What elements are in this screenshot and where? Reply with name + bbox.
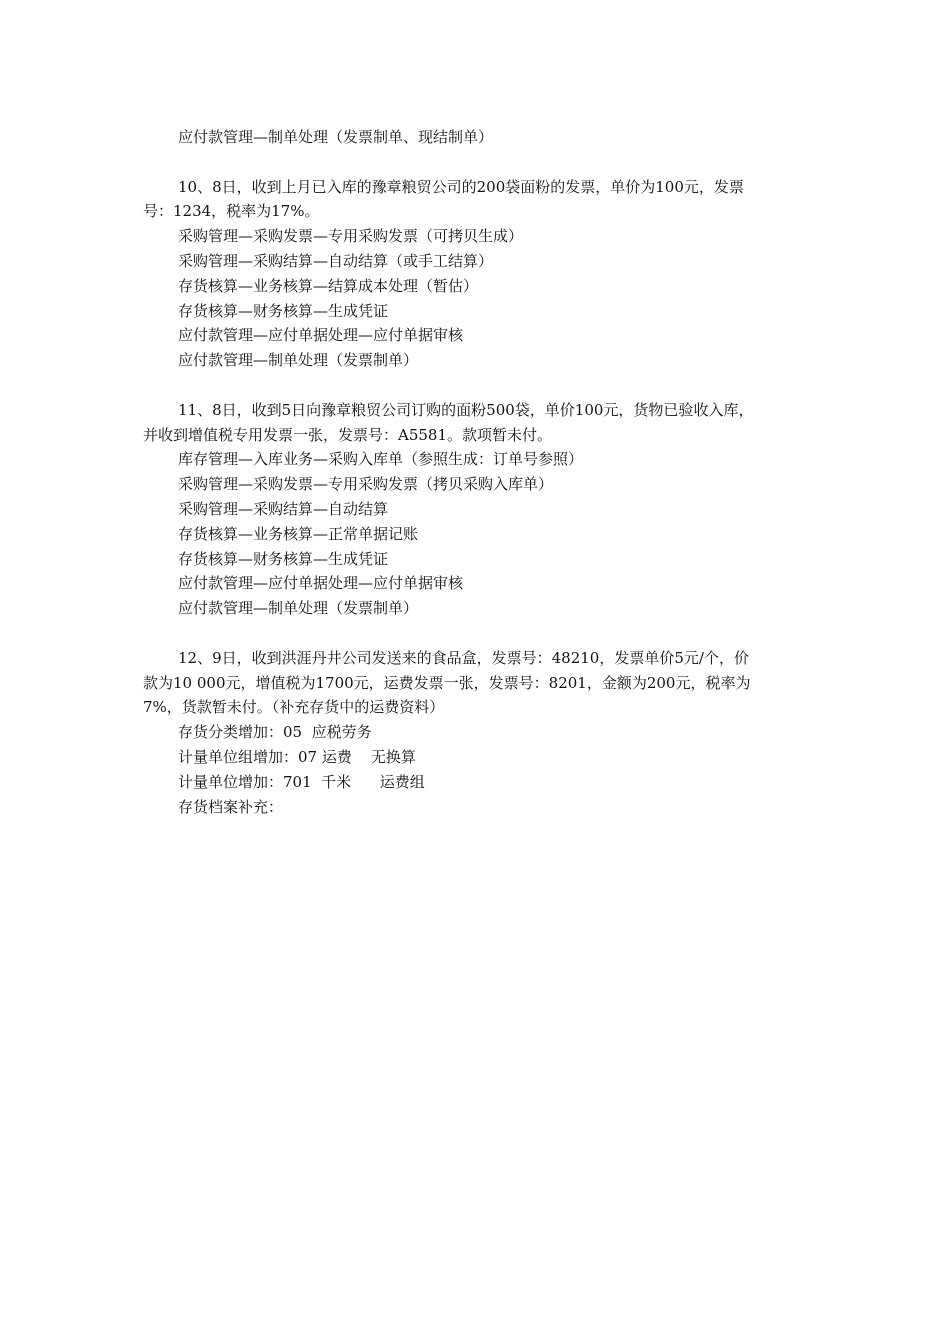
section-11-paragraph-line-1: 11、8日，收到5日向豫章粮贸公司订购的面粉500袋，单价100元，货物已验收入库， [178,400,754,419]
section-12-step: 计量单位增加：701 千米 运费组 [178,772,425,791]
section-10-paragraph-line-1: 10、8日，收到上月已入库的豫章粮贸公司的200袋面粉的发票，单价为100元，发票 [178,177,744,196]
paragraph-gap [143,373,808,398]
section-11-step: 采购管理—采购发票—专用采购发票（拷贝采购入库单） [178,475,554,494]
section-10-step: 应付款管理—制单处理（发票制单） [178,351,419,370]
section-12-paragraph-line-1: 12、9日，收到洪涯丹井公司发送来的食品盒，发票号：48210，发票单价5元/个，价 [178,648,749,667]
section-11-step: 存货核算—财务核算—生成凭证 [178,549,389,568]
section-11-paragraph-line-2: 并收到增值税专用发票一张，发票号：A5581。款项暂未付。 [143,425,553,444]
section-12-paragraph-line-3: 7%，货款暂未付。（补充存货中的运费资料） [143,698,445,717]
section-10-step: 存货核算—业务核算—结算成本处理（暂估） [178,276,479,295]
section-11 [143,398,808,621]
section-11-step: 应付款管理—制单处理（发票制单） [178,599,419,618]
paragraph-gap [143,150,808,175]
section-11-step: 应付款管理—应付单据处理—应付单据审核 [178,574,464,593]
section-10-step: 采购管理—采购结算—自动结算（或手工结算） [178,251,494,270]
section-11-step: 库存管理—入库业务—采购入库单（参照生成：订单号参照） [178,450,584,469]
section-12-paragraph-line-2: 款为10 000元，增值税为1700元，运费发票一张，发票号：8201，金额为200元，税率为 [143,673,751,692]
section-12 [143,646,808,820]
section-10-step: 存货核算—财务核算—生成凭证 [178,301,389,320]
section-11-step: 存货核算—业务核算—正常单据记账 [178,524,419,543]
intro-line: 应付款管理—制单处理（发票制单、现结制单） [178,128,494,146]
section-11-step: 采购管理—采购结算—自动结算 [178,499,389,518]
section-12-step: 计量单位组增加：07 运费 无换算 [178,747,416,766]
section-12-step: 存货分类增加：05 应税劳务 [178,723,372,742]
document-body [143,125,808,819]
section-10 [143,175,808,373]
paragraph-gap [143,621,808,646]
section-12-step: 存货档案补充： [178,797,284,816]
section-10-paragraph-line-2: 号：1234，税率为17%。 [143,202,320,221]
section-10-step: 应付款管理—应付单据处理—应付单据审核 [178,326,464,345]
section-10-step: 采购管理—采购发票—专用采购发票（可拷贝生成） [178,227,524,246]
